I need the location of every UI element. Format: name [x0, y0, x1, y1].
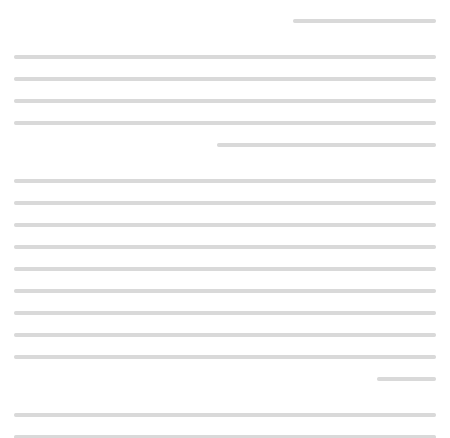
paragraph-1	[14, 10, 436, 32]
paragraph-line	[14, 404, 436, 426]
paragraph-line	[14, 112, 436, 134]
paragraph-line	[14, 10, 436, 32]
paragraph-line	[14, 192, 436, 214]
paragraph-line	[14, 214, 436, 236]
paragraph-line	[14, 426, 436, 438]
paragraph-line	[14, 170, 436, 192]
paragraph-line	[14, 258, 436, 280]
paragraph-line	[14, 90, 436, 112]
paragraph-line	[14, 134, 436, 156]
paragraph-line	[14, 368, 436, 390]
paragraph-line	[14, 68, 436, 90]
paragraph-line	[14, 236, 436, 258]
paragraph-line	[14, 346, 436, 368]
paragraph-line	[14, 280, 436, 302]
paragraph-line	[14, 46, 436, 68]
paragraph-3	[14, 170, 436, 390]
paragraph-4	[14, 404, 436, 438]
paragraph-line	[14, 302, 436, 324]
paragraph-line	[14, 324, 436, 346]
paragraph-2	[14, 46, 436, 156]
